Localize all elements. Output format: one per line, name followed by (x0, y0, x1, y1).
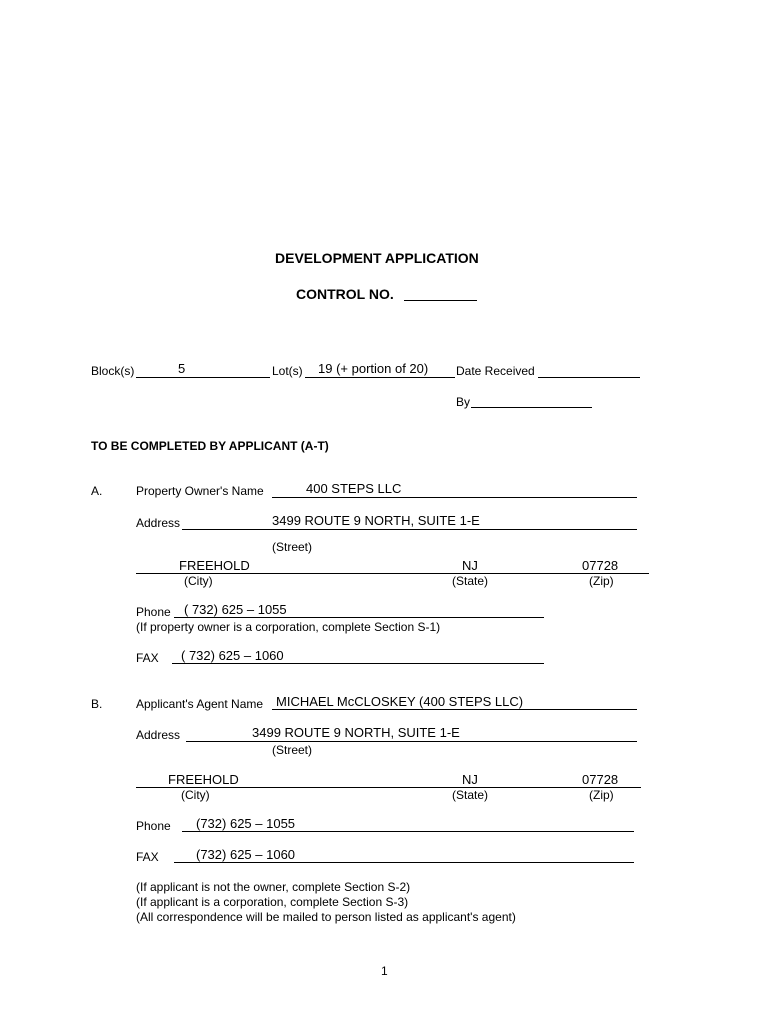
agent-city-caption: (City) (181, 788, 210, 802)
control-no-field[interactable] (404, 300, 477, 301)
section-b-marker: B. (91, 697, 103, 711)
owner-city-caption: (City) (184, 574, 213, 588)
agent-fax-field[interactable] (174, 862, 634, 863)
block-field[interactable] (136, 377, 270, 378)
owner-phone-value: ( 732) 625 – 1055 (184, 602, 287, 617)
agent-address-label: Address (136, 728, 181, 742)
owner-state-value: NJ (462, 558, 478, 573)
agent-street-field[interactable] (186, 741, 637, 742)
agent-state-value: NJ (462, 772, 478, 787)
agent-phone-field[interactable] (182, 831, 634, 832)
owner-fax-label: FAX (136, 651, 159, 665)
date-received-label: Date Received (456, 364, 535, 378)
lot-value: 19 (+ portion of 20) (318, 361, 429, 376)
owner-corporation-note: (If property owner is a corporation, complete Section S-1) (136, 620, 441, 634)
agent-city-value: FREEHOLD (168, 772, 239, 787)
owner-address-label: Address (136, 516, 181, 530)
owner-street-caption: (Street) (272, 540, 313, 554)
agent-phone-label: Phone (136, 819, 171, 833)
owner-name-value: 400 STEPS LLC (306, 481, 402, 496)
instructions-heading: TO BE COMPLETED BY APPLICANT (A-T) (91, 439, 329, 453)
owner-city-value: FREEHOLD (179, 558, 250, 573)
agent-note-not-owner: (If applicant is not the owner, complete Section S-2) (136, 880, 411, 894)
owner-fax-field[interactable] (172, 663, 544, 664)
agent-street-caption: (Street) (272, 743, 313, 757)
agent-name-field[interactable] (272, 709, 637, 710)
owner-name-label: Property Owner's Name (136, 484, 264, 498)
owner-state-caption: (State) (452, 574, 489, 588)
owner-street-field[interactable] (182, 529, 637, 530)
owner-city-state-zip-field[interactable] (136, 573, 649, 574)
by-field[interactable] (471, 407, 592, 408)
owner-street-value: 3499 ROUTE 9 NORTH, SUITE 1-E (272, 513, 480, 528)
page-number: 1 (381, 964, 388, 978)
agent-city-state-zip-field[interactable] (136, 787, 641, 788)
date-received-field[interactable] (538, 377, 640, 378)
agent-phone-value: (732) 625 – 1055 (196, 816, 296, 831)
lot-field[interactable] (305, 377, 455, 378)
document-title: DEVELOPMENT APPLICATION (275, 250, 479, 266)
block-value: 5 (178, 361, 186, 376)
agent-note-correspondence: (All correspondence will be mailed to person listed as applicant's agent) (136, 910, 516, 924)
agent-name-value: MICHAEL McCLOSKEY (400 STEPS LLC) (276, 694, 524, 709)
control-no-label: CONTROL NO. (296, 286, 394, 302)
lot-label: Lot(s) (272, 364, 303, 378)
owner-phone-field[interactable] (174, 617, 544, 618)
agent-state-caption: (State) (452, 788, 489, 802)
agent-zip-value: 07728 (582, 772, 619, 787)
agent-name-label: Applicant's Agent Name (136, 697, 264, 711)
owner-phone-label: Phone (136, 605, 171, 619)
owner-fax-value: ( 732) 625 – 1060 (181, 648, 284, 663)
agent-note-corporation: (If applicant is a corporation, complete Section S-3) (136, 895, 409, 909)
agent-street-value: 3499 ROUTE 9 NORTH, SUITE 1-E (252, 725, 460, 740)
by-label: By (456, 395, 471, 409)
owner-zip-value: 07728 (582, 558, 619, 573)
section-a-marker: A. (91, 484, 103, 498)
agent-fax-value: (732) 625 – 1060 (196, 847, 296, 862)
block-label: Block(s) (91, 364, 135, 378)
agent-zip-caption: (Zip) (589, 788, 614, 802)
owner-zip-caption: (Zip) (589, 574, 614, 588)
owner-name-field[interactable] (272, 497, 637, 498)
agent-fax-label: FAX (136, 850, 159, 864)
